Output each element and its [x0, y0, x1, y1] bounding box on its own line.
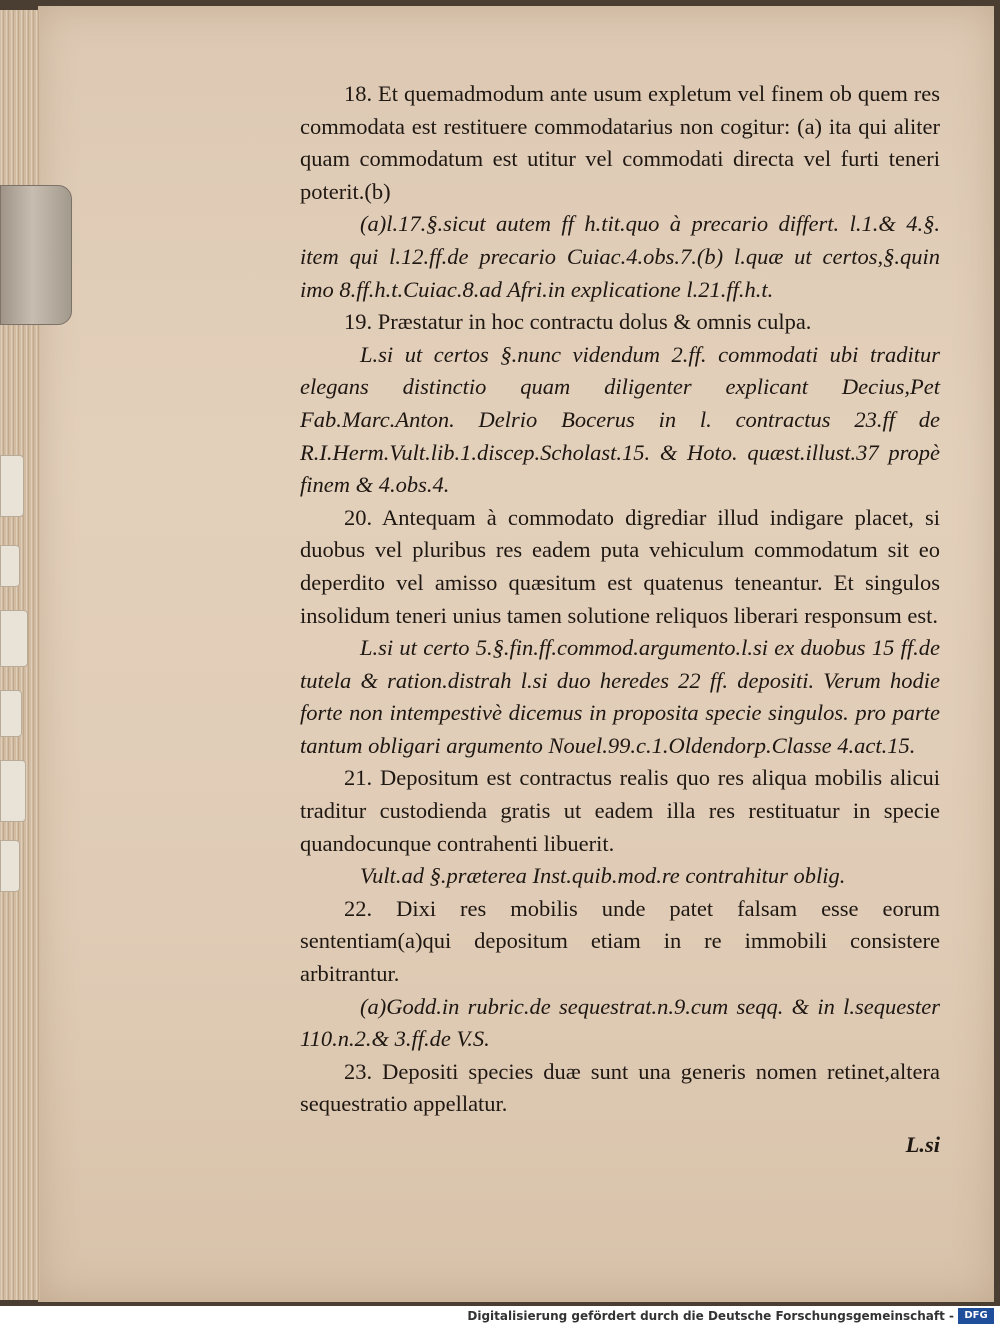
- paper-tab: [0, 455, 24, 517]
- paper-tab: [0, 610, 28, 667]
- paper-tab: [0, 840, 20, 892]
- paragraph-21: 21. Depositum est contractus realis quo res aliqua mobilis alicui traditur custodienda gratis ut eadem illa res restituatur in specie quandocunque contrahenti libuerit.: [300, 765, 940, 856]
- footer-credit: Digitalisierung gefördert durch die Deutsche Forschungsgemeinschaft -: [467, 1309, 954, 1323]
- dfg-logo: DFG: [958, 1308, 994, 1324]
- page-clip: [0, 185, 72, 325]
- paragraph-19: 19. Præstatur in hoc contractu dolus & omnis culpa.: [344, 309, 812, 335]
- paragraph-18: 18. Et quemadmodum ante usum expletum vel finem ob quem res commodata est restituere commodatarius non cogitur: (a) ita qui aliter quam commodatum est utitur vel commodati directa vel furti teneri poterit.(b): [300, 81, 940, 204]
- paper-tab: [0, 760, 26, 822]
- catchword: L.si: [905, 1132, 940, 1157]
- paper-tab: [0, 690, 22, 737]
- note-20: L.si ut certo 5.§.fin.ff.commod.argumento.l.si ex duobus 15 ff.de tutela & ration.distrah l.si duo heredes 22 ff. depositi. Verum hodie forte non intempestivè dicemus in proposita specie singulos. pro parte tantum obligari argumento Nouel.99.c.1.Oldendorp.Classe 4.act.15.: [300, 635, 940, 758]
- note-21: Vult.ad §.præterea Inst.quib.mod.re contrahitur oblig.: [360, 863, 846, 889]
- paragraph-22: 22. Dixi res mobilis unde patet falsam esse eorum sententiam(a)qui depositum etiam in re immobili consistere arbitrantur.: [300, 895, 940, 987]
- page-text: [300, 78, 940, 1162]
- paragraph-20: 20. Antequam à commodato digrediar illud indigare placet, si duobus vel pluribus res eadem puta vehiculum commodatum sit eo deperdito vel amisso quæsitum est quatenus teneantur. Et singulos insolidum teneri unius tamen solutione reliquos liberari responsum est.: [300, 504, 940, 628]
- paragraph-23: 23. Depositi species duæ sunt una generis nomen retinet,altera sequestratio appellatur.: [300, 1058, 940, 1117]
- note-22: (a)Godd.in rubric.de sequestrat.n.9.cum seqq. & in l.sequester 110.n.2.& 3.ff.de V.S.: [300, 993, 940, 1052]
- paper-tab: [0, 545, 20, 587]
- note-19: L.si ut certos §.nunc videndum 2.ff. commodati ubi traditur elegans distinctio quam diligenter explicant Decius,Pet Fab.Marc.Anton. Delrio Bocerus in l. contractus 23.ff de R.I.Herm.Vult.lib.1.discep.Scholast.15. & Hoto. quæst.illust.37 propè finem & 4.obs.4.: [300, 341, 940, 498]
- note-18: (a)l.17.§.sicut autem ff h.tit.quo à precario differt. l.1.& 4.§. item qui l.12.ff.de precario Cuiac.4.obs.7.(b) l.quæ ut certos,§.quin imo 8.ff.h.t.Cuiac.8.ad Afri.in explicatione l.21.ff.h.t.: [300, 211, 940, 302]
